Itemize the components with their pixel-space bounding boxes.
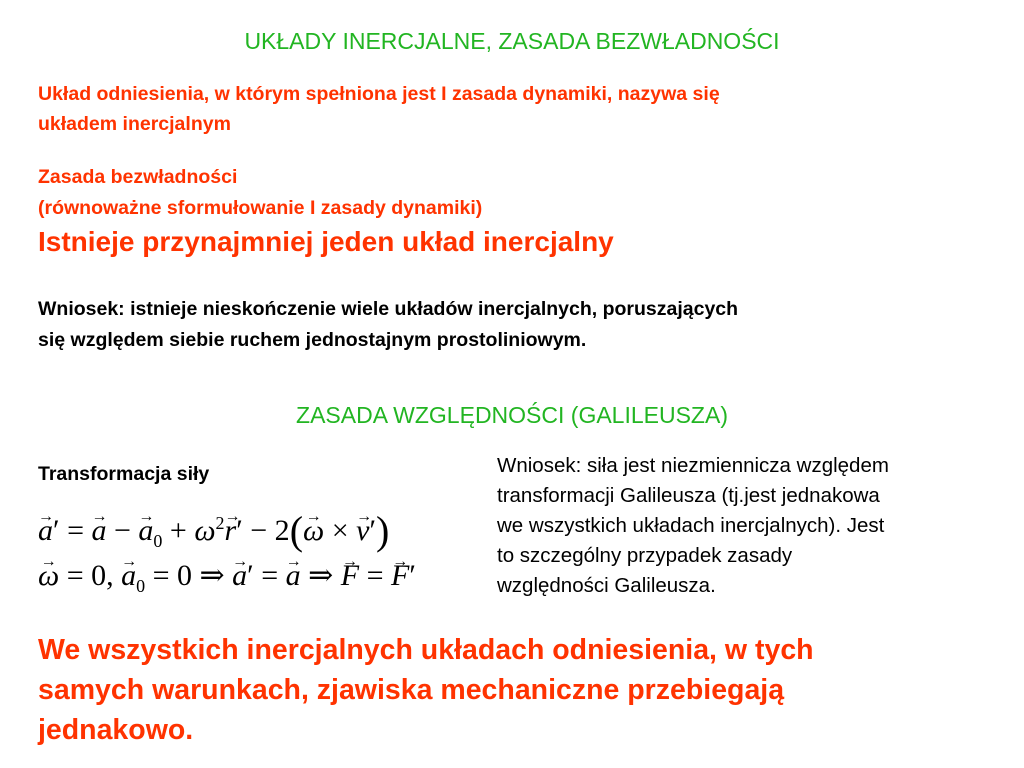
side-note-line: to szczególny przypadek zasady bbox=[497, 544, 793, 567]
final-statement-line: jednakowo. bbox=[38, 714, 194, 746]
side-note-line: we wszystkich układach inercjalnych). Jest bbox=[497, 514, 885, 537]
side-note bbox=[497, 451, 889, 601]
final-statement-line: We wszystkich inercjalnych układach odniesienia, w tych bbox=[38, 634, 814, 666]
equation-force-invariance: → ω = 0, → $a_0 = 0$ ⇒ → a′ = → a ⇒ → F = → F′ bbox=[38, 556, 416, 606]
conclusion-line-2: się względem siebie ruchem jednostajnym prostoliniowym. bbox=[38, 329, 587, 351]
page-title: UKŁADY INERCJALNE, ZASADA BEZWŁADNOŚCI bbox=[244, 28, 780, 54]
force-transform-heading: Transformacja siły bbox=[38, 463, 210, 485]
final-statement-line: samych warunkach, zjawiska mechaniczne przebiegają bbox=[38, 674, 785, 706]
inertia-heading: Zasada bezwładności bbox=[38, 166, 238, 188]
relativity-title: ZASADA WZGLĘDNOŚCI (GALILEUSZA) bbox=[296, 402, 728, 428]
conclusion-block bbox=[38, 294, 738, 356]
equation-acceleration-transform: → a′ = → a − → $a_0 + \omega^2\to r' - 2(\to \omega$ × → v′) bbox=[38, 503, 389, 561]
definition-line-2: układem inercjalnym bbox=[38, 113, 231, 135]
inertia-subheading: (równoważne sformułowanie I zasady dynamiki) bbox=[38, 197, 483, 219]
inertia-principle-block bbox=[38, 162, 482, 224]
final-statement bbox=[38, 630, 814, 750]
inertia-statement: Istnieje przynajmniej jeden układ inercjalny bbox=[38, 226, 614, 257]
side-note-line: transformacji Galileusza (tj.jest jednakowa bbox=[497, 484, 880, 507]
definition-line-1: Układ odniesienia, w którym spełniona jest I zasada dynamiki, nazywa się bbox=[38, 83, 720, 105]
side-note-line: Wniosek: siła jest niezmiennicza względem bbox=[497, 454, 889, 477]
side-note-line: względności Galileusza. bbox=[497, 574, 716, 597]
conclusion-line-1: Wniosek: istnieje nieskończenie wiele układów inercjalnych, poruszających bbox=[38, 298, 739, 320]
definition-block bbox=[38, 79, 720, 139]
